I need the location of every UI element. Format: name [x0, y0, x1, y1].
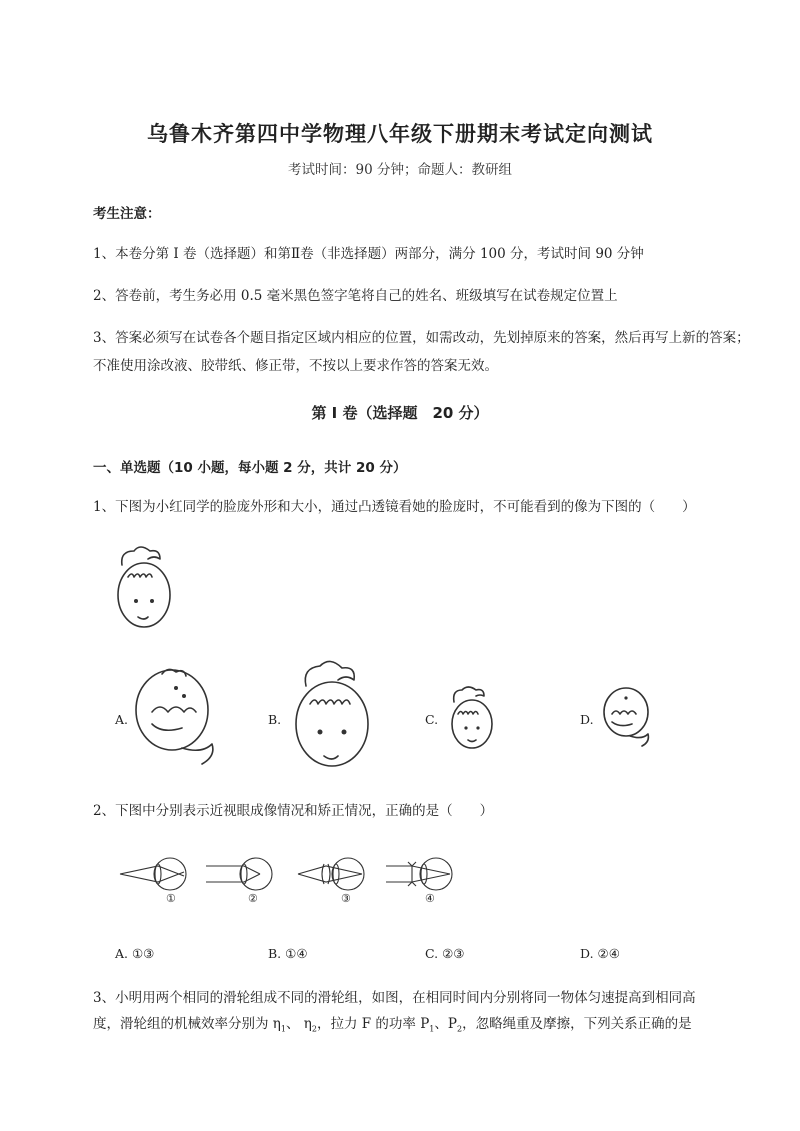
- question-type-heading: 一、单选题（10 小题，每小题 2 分，共计 20 分）: [93, 460, 407, 476]
- q2-eye-diagram-2: [204, 856, 282, 906]
- question-3-text-line-1: 3、小明用两个相同的滑轮组成不同的滑轮组，如图，在相同时间内分别将同一物体匀速提高到相同高: [93, 990, 696, 1006]
- notice-item-3: 3、答案必须写在试卷各个题目指定区域内相应的位置，如需改动，先划掉原来的答案，然后再写上新的答案；不准使用涂改液、胶带纸、修正带，不按以上要求作答的答案无效。: [93, 330, 750, 374]
- q1-option-c: C.: [425, 712, 439, 727]
- question-3-text-line-2: 度，滑轮组的机械效率分别为 $\eta_1$、 $\eta_2$，拉力 F 的功率 $P_1$、$P_2$，忽略绳重及摩擦，下列关系正确的是: [93, 1016, 692, 1034]
- q1-option-d-image: [600, 686, 655, 751]
- question-2-text: 2、下图中分别表示近视眼成像情况和矫正情况，正确的是（ ）: [93, 803, 494, 819]
- q1-option-b-image: [290, 660, 380, 775]
- q2-figure-label-4: ④: [425, 892, 435, 905]
- q1-option-a-image: [132, 662, 222, 772]
- q1-option-a: A.: [115, 712, 129, 727]
- section-title: 第 I 卷（选择题 20 分）: [311, 404, 489, 422]
- q2-figure-label-2: ②: [248, 892, 258, 905]
- q2-figure-label-3: ③: [341, 892, 351, 905]
- q2-option-b: B. ①④: [268, 946, 308, 961]
- q1-option-d: D.: [580, 712, 594, 727]
- q2-option-a: A. ①③: [115, 946, 155, 961]
- notice-heading: 考生注意：: [93, 206, 161, 222]
- q2-eye-diagram-3: [296, 856, 374, 906]
- q2-eye-diagram-4: [384, 856, 462, 906]
- q1-option-b: B.: [268, 712, 282, 727]
- page-title: 乌鲁木齐第四中学物理八年级下册期末考试定向测试: [147, 122, 653, 146]
- notice-item-2: 2、答卷前，考生务必用 0.5 毫米黑色签字笔将自己的姓名、班级填写在试卷规定位置上: [93, 288, 618, 304]
- question-1-text: 1、下图为小红同学的脸庞外形和大小，通过凸透镜看她的脸庞时，不可能看到的像为下图的（ ）: [93, 499, 696, 515]
- notice-item-1: 1、本卷分第 I 卷（选择题）和第Ⅱ卷（非选择题）两部分，满分 100 分，考试时间 90 分钟: [93, 246, 644, 262]
- q1-option-c-image: [446, 686, 501, 751]
- exam-info: 考试时间：90 分钟；命题人：教研组: [288, 162, 512, 178]
- q2-eye-diagram-1: [118, 856, 196, 906]
- q2-option-c: C. ②③: [425, 946, 465, 961]
- q2-figure-label-1: ①: [166, 892, 176, 905]
- q1-reference-face: [110, 545, 180, 635]
- q2-option-d: D. ②④: [580, 946, 620, 961]
